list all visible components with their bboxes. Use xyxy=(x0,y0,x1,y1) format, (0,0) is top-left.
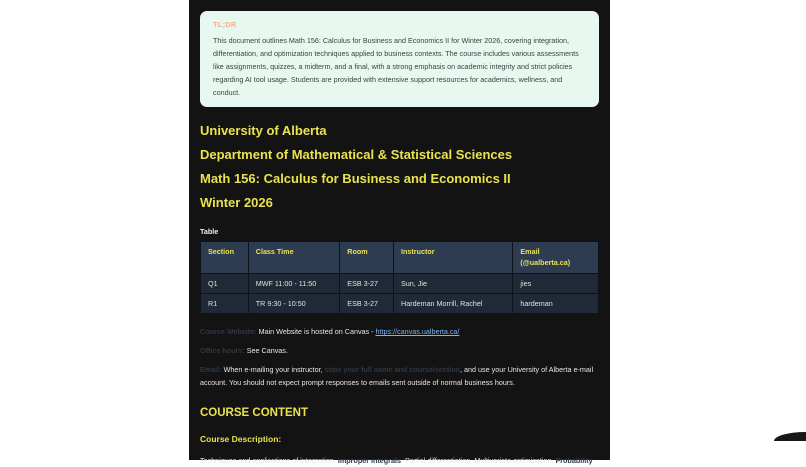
email-text-2: , and use your University of Alberta e-mail account. You should not expect prompt responses to emails sent outside of normal business hours. xyxy=(200,365,594,387)
email-label: Email: xyxy=(200,365,222,374)
table-cell: Q1 xyxy=(201,274,249,294)
table-header-cell: Class Time xyxy=(248,242,340,274)
heading-term: Winter 2026 xyxy=(200,195,273,210)
description-highlight-2: Probability xyxy=(555,456,593,465)
tldr-callout xyxy=(200,11,599,107)
table-cell: Hardeman Morrill, Rachel xyxy=(394,294,513,314)
description-text-1: Techniques and applications of integration. xyxy=(200,456,338,465)
canvas-link[interactable]: https://canvas.ualberta.ca/ xyxy=(375,327,460,336)
tldr-label: TL;DR xyxy=(213,20,237,29)
table-header-cell: Instructor xyxy=(394,242,513,274)
table-header-cell: Section xyxy=(201,242,249,274)
course-description-paragraph xyxy=(200,454,599,467)
course-website-text: Main Website is hosted on Canvas - xyxy=(256,327,376,336)
description-text-2: . Partial differentiation. Multivariate optimization. xyxy=(400,456,556,465)
table-cell: jies xyxy=(513,274,599,294)
section-heading-course-content: COURSE CONTENT xyxy=(200,407,308,419)
table-header-cell: Email (@ualberta.ca) xyxy=(513,242,599,274)
description-highlight-1: Improper integrals xyxy=(337,456,401,465)
email-text-1: When e-mailing your instructor, xyxy=(221,365,325,374)
table-header-cell: Room xyxy=(340,242,394,274)
title-block xyxy=(200,119,599,215)
table-cell: MWF 11:00 - 11:50 xyxy=(248,274,340,294)
table-cell: TR 9:30 - 10:50 xyxy=(248,294,340,314)
schedule-table xyxy=(200,241,599,314)
table-row xyxy=(201,294,599,314)
office-hours-text: See Canvas. xyxy=(244,346,288,355)
heading-course: Math 156: Calculus for Business and Economics II xyxy=(200,171,511,186)
course-description-label: Course Description: xyxy=(200,434,282,444)
course-website-label: Course Website: xyxy=(200,327,257,336)
document xyxy=(189,0,610,465)
table-cell: R1 xyxy=(201,294,249,314)
heading-university: University of Alberta xyxy=(200,123,327,138)
office-hours-label: Office hours: xyxy=(200,346,245,355)
table-cell: hardeman xyxy=(513,294,599,314)
page-corner-shape xyxy=(774,432,806,441)
email-highlight: state your full name and course/section xyxy=(324,365,461,374)
table-cell: ESB 3-27 xyxy=(340,274,394,294)
table-row xyxy=(201,274,599,294)
tldr-text: This document outlines Math 156: Calculus for Business and Economics II for Winter 2026, covering integration, differentiation, and optimization techniques applied to business contexts. The course includes various assessments like assignments, quizzes, a midterm, and a final, with a strong emphasis on academic integrity and strict policies regarding AI tool usage. Students are provided with extensive support resources for academics, wellness, and conduct. xyxy=(213,36,579,97)
table-cell: ESB 3-27 xyxy=(340,294,394,314)
table-cell: Sun, Jie xyxy=(394,274,513,294)
table-label: Table xyxy=(200,227,219,236)
table-header-row xyxy=(201,242,599,274)
email-paragraph xyxy=(200,363,599,389)
heading-department: Department of Mathematical & Statistical Sciences xyxy=(200,147,513,162)
office-hours-paragraph xyxy=(200,344,599,357)
course-website-paragraph xyxy=(200,325,599,338)
